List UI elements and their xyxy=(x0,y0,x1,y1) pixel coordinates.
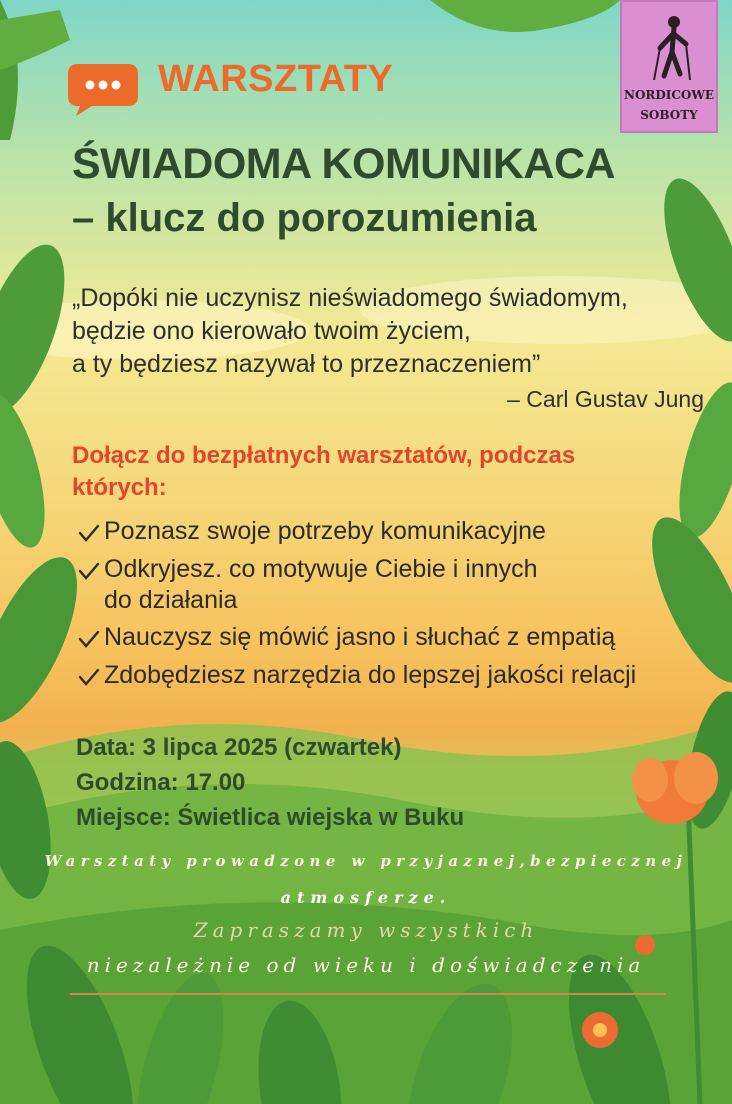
check-icon xyxy=(74,518,104,548)
check-icon xyxy=(74,556,104,586)
event-date: Data: 3 lipca 2025 (czwartek) xyxy=(76,734,402,761)
benefit-text: Nauczysz się mówić jasno i słuchać z empatią xyxy=(104,623,616,651)
closing-note-line-4: niezależnie od wieku i doświadczenia xyxy=(86,953,646,977)
benefit-text: Poznasz swoje potrzeby komunikacyjne xyxy=(104,517,546,545)
chat-bubble-icon xyxy=(66,62,140,118)
benefit-item xyxy=(74,516,714,548)
check-icon xyxy=(74,624,104,654)
benefits-list xyxy=(74,516,714,698)
event-place: Miejsce: Świetlica wiejska w Buku xyxy=(76,804,465,831)
nordicowe-soboty-badge xyxy=(620,0,718,133)
quote-text: „Dopóki nie uczynisz nieświadomego świadomym, będzie ono kierowało twoim życiem, a ty będziesz nazywał to przeznaczeniem” xyxy=(72,284,628,378)
benefit-item xyxy=(74,660,714,692)
benefit-text: Odkryjesz. co motywuje Ciebie i innych do działania xyxy=(104,555,538,614)
badge-text: NORDICOWE SOBOTY xyxy=(623,88,715,122)
benefit-text: Zdobędziesz narzędzia do lepszej jakości relacji xyxy=(104,661,637,689)
closing-note-line-2: atmosferze. xyxy=(280,888,452,907)
workshop-label: WARSZTATY xyxy=(158,58,394,100)
closing-note-line-1: Warsztaty prowadzone w przyjaznej,bezpiecznej xyxy=(44,852,688,870)
benefit-item xyxy=(74,622,714,654)
quote-author: – Carl Gustav Jung xyxy=(507,386,704,412)
event-details xyxy=(76,730,464,835)
event-time: Godzina: 17.00 xyxy=(76,769,246,796)
page-subtitle: – klucz do porozumienia xyxy=(72,196,537,240)
page-title: ŚWIADOMA KOMUNIKACA xyxy=(72,140,616,188)
nordic-walker-icon xyxy=(646,14,696,84)
invite-text: Dołącz do bezpłatnych warsztatów, podczas których: xyxy=(72,442,576,501)
benefit-item xyxy=(74,554,714,616)
divider xyxy=(70,993,666,995)
check-icon xyxy=(74,662,104,692)
closing-note-line-3: Zapraszamy wszystkich xyxy=(193,918,539,942)
